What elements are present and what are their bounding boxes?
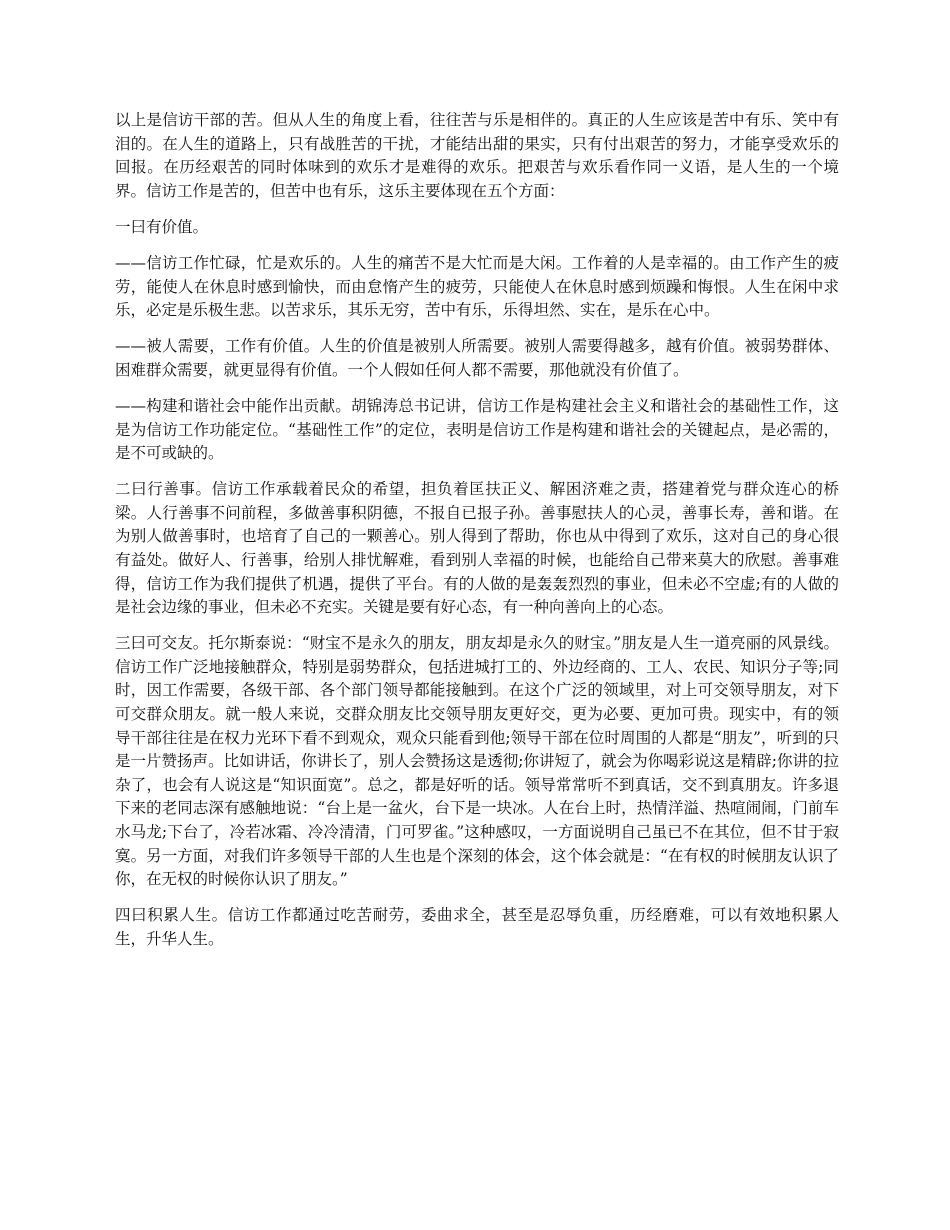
paragraph-being-needed: ——被人需要，工作有价值。人生的价值是被别人所需要。被别人需要得越多，越有价值。被弱势群体、困难群众需要，就更显得有价值。一个人假如任何人都不需要，那他就没有价值了。 (115, 337, 839, 379)
document-page (115, 109, 839, 964)
paragraph-busy-work: ——信访工作忙碌，忙是欢乐的。人生的痛苦不是大忙而是大闲。工作着的人是幸福的。由工作产生的疲劳，能使人在休息时感到愉快，而由怠惰产生的疲劳，只能使人在休息时感到烦躁和悔恨。人生在闲中求乐，必定是乐极生悲。以苦求乐，其乐无穷，苦中有乐，乐得坦然、实在，是乐在心中。 (115, 253, 839, 320)
paragraph-good-deeds: 二曰行善事。信访工作承载着民众的希望，担负着匡扶正义、解困济难之责，搭建着党与群众连心的桥梁。人行善事不问前程，多做善事积阴德，不报自已报子孙。善事慰扶人的心灵，善事长寿，善和谐。在为别人做善事时，也培育了自己的一颗善心。别人得到了帮助，你也从中得到了欢乐，这对自己的身心很有益处。做好人、行善事，给别人排忧解难，看到别人幸福的时候，也能给自己带来莫大的欣慰。善事难得，信访工作为我们提供了机遇，提供了平台。有的人做的是轰轰烈烈的事业，但未必不空虚;有的人做的是社会边缘的事业，但未必不充实。关键是要有好心态，有一种向善向上的心态。 (115, 480, 839, 617)
heading-value: 一曰有价值。 (115, 217, 209, 236)
paragraph-accumulate-life: 四曰积累人生。信访工作都通过吃苦耐劳，委曲求全，甚至是忍辱负重，历经磨难，可以有效地积累人生，升华人生。 (115, 906, 839, 948)
paragraph-making-friends: 三曰可交友。托尔斯泰说：“财宝不是永久的朋友，朋友却是永久的财宝。”朋友是人生一道亮丽的风景线。信访工作广泛地接触群众，特别是弱势群众，包括进城打工的、外边经商的、工人、农民、知识分子等;同时，因工作需要，各级干部、各个部门领导都能接触到。在这个广泛的领域里，对上可交领导朋友，对下可交群众朋友。就一般人来说，交群众朋友比交领导朋友更好交，更为必要、更加可贵。现实中，有的领导干部往往是在权力光环下看不到观众，观众只能看到他;领导干部在位时周围的人都是“朋友”，听到的只是一片赞扬声。比如讲话，你讲长了，别人会赞扬这是透彻;你讲短了，就会为你喝彩说这是精辟;你讲的拉杂了，也会有人说这是“知识面宽”。总之，都是好听的话。领导常常听不到真话，交不到真朋友。许多退下来的老同志深有感触地说：“台上是一盆火，台下是一块冰。人在台上时，热情洋溢、热喧闹闹，门前车水马龙;下台了，冷若冰霜、冷冷清清，门可罗雀。”这种感叹，一方面说明自己虽已不在其位，但不甘于寂寞。另一方面，对我们许多领导干部的人生也是个深刻的体会，这个体会就是：“在有权的时候朋友认识了你，在无权的时候你认识了朋友。” (115, 634, 839, 889)
paragraph-harmonious-society: ——构建和谐社会中能作出贡献。胡锦涛总书记讲，信访工作是构建社会主义和谐社会的基础性工作，这是为信访工作功能定位。“基础性工作”的定位，表明是信访工作是构建和谐社会的关键起点，是必需的，是不可或缺的。 (115, 396, 839, 463)
paragraph-intro: 以上是信访干部的苦。但从人生的角度上看，往往苦与乐是相伴的。真正的人生应该是苦中有乐、笑中有泪的。在人生的道路上，只有战胜苦的干扰，才能结出甜的果实，只有付出艰苦的努力，才能享受欢乐的回报。在历经艰苦的同时体味到的欢乐才是难得的欢乐。把艰苦与欢乐看作同一义语，是人生的一个境界。信访工作是苦的，但苦中也有乐，这乐主要体现在五个方面： (115, 111, 839, 200)
